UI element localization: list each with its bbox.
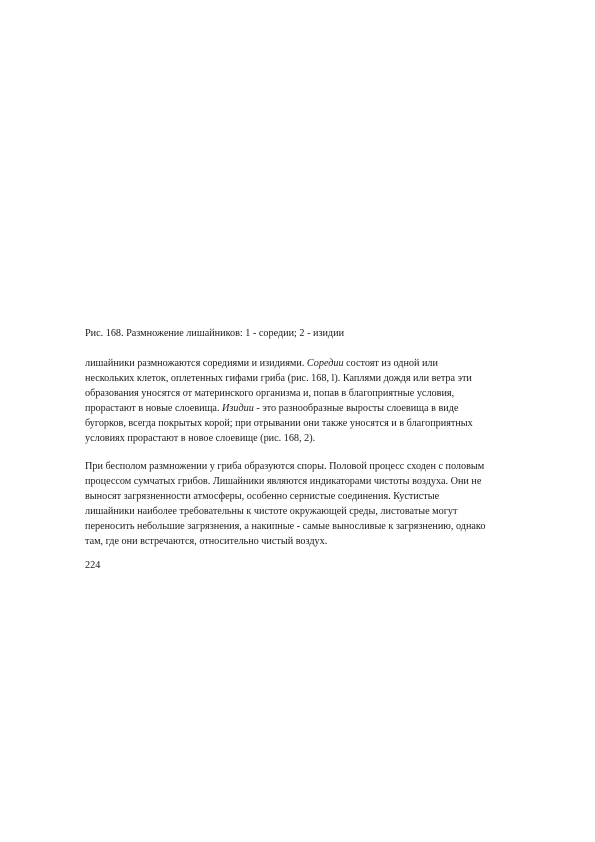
text-fragment: лишайники размножаются соредиями и изидиями. <box>85 358 307 369</box>
page-number: 224 <box>85 560 101 571</box>
text-line <box>85 356 525 371</box>
term-isidia: Изидии <box>222 403 254 414</box>
text-fragment: - это разнообразные выросты слоевища в виде <box>253 403 459 414</box>
paragraph-reproduction <box>85 356 525 446</box>
figure-caption: Рис. 168. Размножение лишайников: 1 - соредии; 2 - изидии <box>85 328 345 339</box>
text-line: там, где они встречаются, относительно чистый воздух. <box>85 536 328 547</box>
paragraph-indicators <box>85 459 525 549</box>
text-line: нескольких клеток, оплетенных гифами гриба (рис. 168, l). Каплями дождя или ветра эти <box>85 373 472 384</box>
text-line: образования уносятся от материнского организма и, попав в благоприятные условия, <box>85 388 455 399</box>
text-line: лишайники наиболее требовательны к чистоте окружающей среды, листоватые могут <box>85 506 458 517</box>
text-line <box>85 401 525 416</box>
text-line: бугорков, всегда покрытых корой; при отрывании они также уносятся и в благоприятных <box>85 418 473 429</box>
text-line: переносить небольшие загрязнения, а накипные - самые выносливые к загрязнению, однако <box>85 521 486 532</box>
term-soredia: Соредии <box>306 358 344 369</box>
text-fragment: состоят из одной или <box>343 358 438 369</box>
text-fragment: прорастают в новые слоевища. <box>85 403 223 414</box>
text-line: процессом сумчатых грибов. Лишайники являются индикаторами чистоты воздуха. Они не <box>85 476 482 487</box>
text-line: При бесполом размножении у гриба образуются споры. Половой процесс сходен с половым <box>85 461 485 472</box>
text-line: условиях прорастают в новое слоевище (рис. 168, 2). <box>85 433 316 444</box>
text-line: выносят загрязненности атмосферы, особенно сернистые соединения. Кустистые <box>85 491 440 502</box>
